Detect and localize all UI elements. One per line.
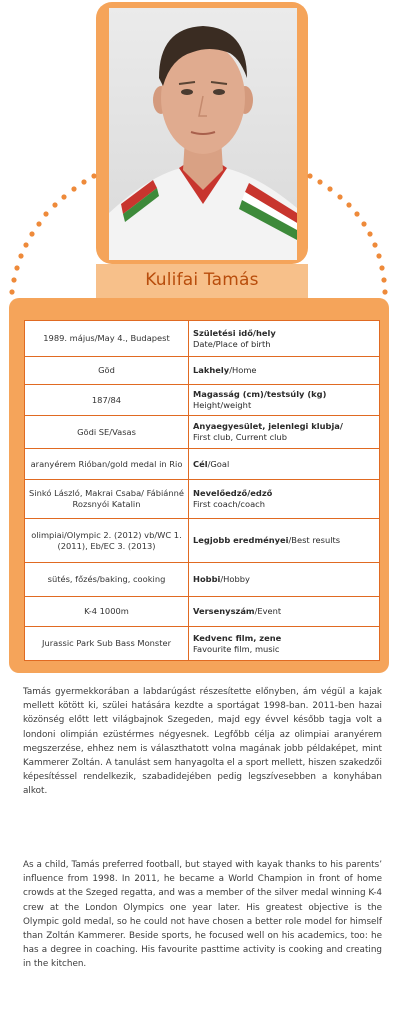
coach-value: Sinkó László, Makrai Csaba/ Fábiánné Rozsnyói Katalin — [25, 480, 189, 519]
hobby-value: sütés, főzés/baking, cooking — [25, 563, 189, 597]
table-row — [25, 416, 380, 449]
birth-value: 1989. május/May 4., Budapest — [25, 321, 189, 357]
label-hu: Versenyszám — [193, 606, 255, 617]
label-hu: Hobbi — [193, 574, 221, 585]
hobby-label — [189, 563, 380, 597]
label-en: First coach/coach — [193, 499, 265, 509]
table-row — [25, 357, 380, 385]
label-hu: Kedvenc film, zene — [193, 632, 282, 643]
club-label — [189, 416, 380, 449]
label-en: /Goal — [207, 458, 230, 469]
goal-label — [189, 449, 380, 480]
event-label — [189, 597, 380, 627]
label-hu: Nevelőedző/edző — [193, 488, 273, 499]
athlete-name: Kulifai Tamás — [145, 270, 259, 290]
label-en: /Event — [254, 606, 282, 617]
table-row — [25, 563, 380, 597]
birth-label — [189, 321, 380, 357]
home-value: Göd — [25, 357, 189, 385]
results-label — [189, 519, 380, 563]
height-weight-label — [189, 385, 380, 416]
table-row — [25, 627, 380, 661]
label-hu: Születési idő/hely — [193, 327, 276, 338]
table-row — [25, 480, 380, 519]
label-en: First club, Current club — [193, 432, 287, 442]
table-row — [25, 321, 380, 357]
label-hu: Cél — [193, 458, 208, 469]
favourites-value: Jurassic Park Sub Bass Monster — [25, 627, 189, 661]
favourites-label — [189, 627, 380, 661]
event-value: K-4 1000m — [25, 597, 189, 627]
bio-paragraph-hungarian: Tamás gyermekkorában a labdarúgást részesítette előnyben, ám végül a kajak mellett kötött ki, szülei hatására kezdte a sportágat 1998-ban. 2011-ben hazai közönség előtt lett világbajnok Szegeden, majd egy évvel később tagja volt a londoni olimpián ezüstérmes négyesnek. Legfőbb célja az olimpiai aranyérem megszerzése, ehhez nem is választhatott volna magának jobb példaképet, mint Kammerer Zoltán. A tanulást sem hanyagolta el a sport mellett, hiszen szakedzői képesítéssel rendelkezik, szabadidejében pedig legszívesebben a konyhában alkot. — [23, 687, 382, 797]
label-hu: Lakhely — [193, 365, 230, 376]
height-weight-value: 187/84 — [25, 385, 189, 416]
home-label — [189, 357, 380, 385]
table-row — [25, 597, 380, 627]
goal-value: aranyérem Rióban/gold medal in Rio — [25, 449, 189, 480]
table-row — [25, 519, 380, 563]
label-en: Favourite film, music — [193, 643, 280, 654]
coach-label — [189, 480, 380, 519]
label-hu: Anyaegyesület, jelenlegi klubja/ — [193, 421, 343, 432]
athlete-info-table — [24, 320, 380, 661]
table-row — [25, 385, 380, 416]
club-value: Gödi SE/Vasas — [25, 416, 189, 449]
label-en: Height/weight — [193, 400, 252, 410]
bio-paragraph-english: As a child, Tamás preferred football, but stayed with kayak thanks to his parents’ influence from 1998. In 2011, he became a World Champion in front of home crowds at the Szeged regatta, and was a member of the silver medal winning K-4 crew at the London Olympics one year later. His greatest objective is the Olympic gold medal, so he could not have chosen a better role model for himself than Zoltán Kammerer. Beside sports, he focused well on his academics, too: he has a degree in coaching. His favourite pasttime activity is cooking and creating in the kitchen. — [23, 860, 382, 970]
results-value: olimpiai/Olympic 2. (2012) vb/WC 1. (2011), Eb/EC 3. (2013) — [25, 519, 189, 563]
label-en: /Hobby — [220, 574, 250, 585]
table-row — [25, 449, 380, 480]
label-hu: Legjobb eredményei — [193, 535, 289, 546]
label-en: /Best results — [288, 535, 341, 546]
label-en: /Home — [229, 365, 257, 376]
label-en: Date/Place of birth — [193, 338, 271, 349]
label-hu: Magasság (cm)/testsúly (kg) — [193, 389, 327, 400]
